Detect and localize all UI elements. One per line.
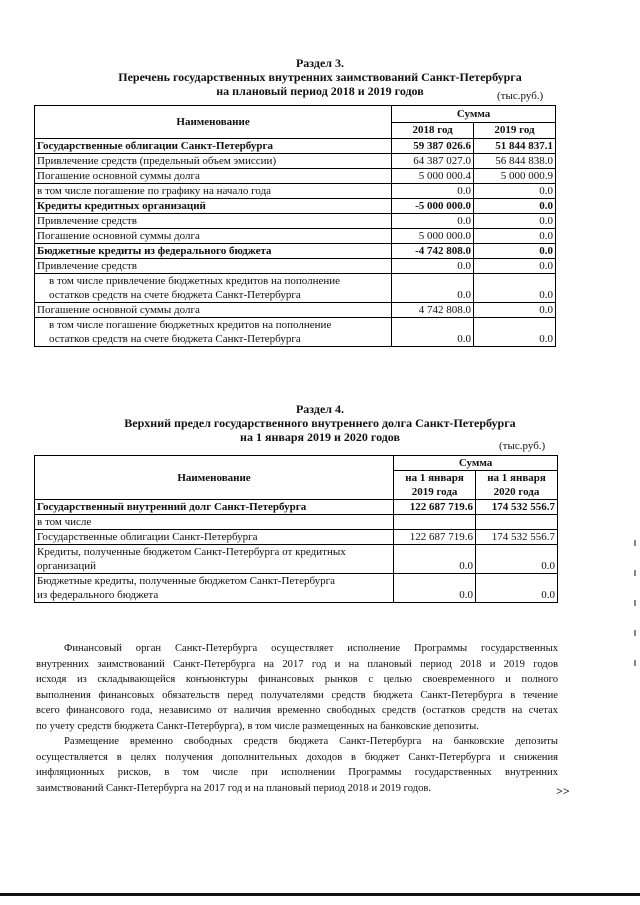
row-value-2019: 0.0: [474, 229, 556, 244]
row-name: Государственный внутренний долг Санкт-Петербурга: [35, 500, 394, 515]
table-row: [35, 259, 556, 274]
row-value-2020: 0.0: [476, 545, 558, 574]
continue-mark: >>: [556, 784, 570, 798]
col-header-2019: [394, 471, 476, 500]
row-value-2020: [476, 515, 558, 530]
table-row: [35, 530, 558, 545]
row-value-2018: 5 000 000.0: [392, 229, 474, 244]
paragraph-1: [36, 641, 558, 734]
row-value-2019: 56 844 838.0: [474, 154, 556, 169]
row-value-2018: 4 742 808.0: [392, 303, 474, 318]
table-row: [35, 199, 556, 214]
paragraph-line: Финансовый орган Санкт-Петербурга осуществляет исполнение Программы государственных: [64, 643, 558, 654]
table-row: [35, 244, 556, 259]
row-value-2019: 0.0: [394, 545, 476, 574]
col-header-2019-line1: на 1 января: [405, 472, 464, 484]
row-name: Погашение основной суммы долга: [35, 303, 392, 318]
paragraph-2: [36, 734, 558, 796]
row-value-2019: 5 000 000.9: [474, 169, 556, 184]
table-row: [35, 515, 558, 530]
row-name-line1: в том числе привлечение бюджетных кредитов на пополнение: [49, 275, 341, 287]
section3-unit: (тыс.руб.): [497, 90, 544, 102]
paragraph-line: заимствований Санкт-Петербурга на 2017 год и на плановый период 2018 и 2019 годов.: [36, 782, 432, 794]
row-name: [35, 545, 394, 574]
scan-bottom-edge: [0, 893, 640, 896]
row-value-2018: 0.0: [392, 318, 474, 347]
row-value-2019: 0.0: [474, 318, 556, 347]
table-row: [35, 274, 556, 303]
section3-title-line1: Перечень государственных внутренних заимствований Санкт-Петербурга: [118, 70, 522, 84]
row-value-2018: 64 387 027.0: [392, 154, 474, 169]
row-name: [35, 574, 394, 603]
col-header-name: Наименование: [35, 106, 392, 139]
row-value-2019: 0.0: [474, 303, 556, 318]
section4-table: [34, 455, 558, 603]
row-name: [35, 274, 392, 303]
row-name-line2: из федерального бюджета: [37, 589, 159, 601]
section4-heading: Раздел 4.: [295, 402, 345, 416]
row-value-2019: 0.0: [474, 274, 556, 303]
row-name: в том числе погашение по графику на начало года: [35, 184, 392, 199]
row-name: Кредиты кредитных организаций: [35, 199, 392, 214]
row-value-2019: 0.0: [474, 259, 556, 274]
row-value-2018: 0.0: [392, 259, 474, 274]
section4-title-line2: на 1 января 2019 и 2020 годов: [240, 430, 400, 444]
row-value-2019: 0.0: [474, 199, 556, 214]
paragraph-line: внутренних заимствований Санкт-Петербурга на 2017 год и на плановый период 2018 и 2019 годов: [36, 658, 558, 670]
row-name: Государственные облигации Санкт-Петербурга: [35, 530, 394, 545]
col-header-2020-line1: на 1 января: [487, 472, 546, 484]
row-name-line1: Бюджетные кредиты, полученные бюджетом Санкт-Петербурга: [37, 575, 336, 587]
paragraph-line: исходя из складывающейся конъюнктуры финансовых рынков с целью своевременного и полного: [36, 674, 558, 685]
section3-table: [34, 105, 556, 347]
col-header-2020-line2: 2020 года: [493, 486, 540, 498]
col-header-2019-line2: 2019 года: [411, 486, 458, 498]
row-value-2020: 174 532 556.7: [476, 530, 558, 545]
section4-title-line1: Верхний предел государственного внутреннего долга Санкт-Петербурга: [124, 416, 516, 430]
table-row: [35, 154, 556, 169]
table-row: [35, 545, 558, 574]
row-value-2018: 5 000 000.4: [392, 169, 474, 184]
paragraph-line: осуществляется в целях получения дополнительных доходов в бюджет Санкт-Петербурга и снижения: [36, 751, 558, 763]
row-name-line2: остатков средств на счете бюджета Санкт-Петербурга: [49, 289, 301, 301]
table-row: [35, 500, 558, 515]
col-header-sum: Сумма: [394, 456, 558, 471]
row-name: Государственные облигации Санкт-Петербурга: [35, 139, 392, 154]
paragraph-line: по учету средств бюджета Санкт-Петербурга), в том числе размещенных на банковские депозиты.: [36, 720, 479, 732]
row-name: Погашение основной суммы долга: [35, 169, 392, 184]
table-row: [35, 169, 556, 184]
row-value-2019: 0.0: [474, 214, 556, 229]
paragraph-line: Размещение временно свободных средств бюджета Санкт-Петербурга на банковские депозиты: [64, 736, 558, 747]
row-value-2019: [394, 515, 476, 530]
row-value-2019: 51 844 837.1: [474, 139, 556, 154]
col-header-2019: 2019 год: [474, 122, 556, 139]
table-row: [35, 303, 556, 318]
row-name: [35, 318, 392, 347]
section3-title-line2: на плановый период 2018 и 2019 годов: [216, 84, 424, 98]
paragraph-line: всего финансового года, независимо от наличия временно свободных средств (остатков средств на счетах: [36, 705, 558, 716]
row-value-2020: 0.0: [476, 574, 558, 603]
paragraph-line: выполнения финансовых обязательств перед получателями средств бюджета Санкт-Петербурга в течение: [36, 689, 558, 701]
row-name-line1: Кредиты, полученные бюджетом Санкт-Петербурга от кредитных: [37, 546, 346, 558]
section3-heading: Раздел 3.: [295, 56, 345, 70]
section4-unit: (тыс.руб.): [499, 440, 546, 452]
row-value-2018: 0.0: [392, 274, 474, 303]
row-value-2018: 0.0: [392, 214, 474, 229]
table-row: [35, 184, 556, 199]
col-header-sum: Сумма: [392, 106, 556, 123]
paragraph-line: инфляционных рисков, в том числе при исполнении Программы государственных внутренних: [36, 767, 558, 778]
row-value-2019: 122 687 719.6: [394, 500, 476, 515]
row-value-2019: 122 687 719.6: [394, 530, 476, 545]
row-value-2019: 0.0: [394, 574, 476, 603]
row-value-2020: 174 532 556.7: [476, 500, 558, 515]
row-value-2018: -4 742 808.0: [392, 244, 474, 259]
row-name: Привлечение средств: [35, 214, 392, 229]
row-value-2018: 59 387 026.6: [392, 139, 474, 154]
row-name-line2: организаций: [37, 560, 97, 572]
row-value-2019: 0.0: [474, 184, 556, 199]
row-value-2019: 0.0: [474, 244, 556, 259]
table-row: [35, 214, 556, 229]
row-value-2018: 0.0: [392, 184, 474, 199]
scan-edge-marks: [634, 540, 636, 690]
row-value-2018: -5 000 000.0: [392, 199, 474, 214]
table-row: [35, 574, 558, 603]
row-name: в том числе: [35, 515, 394, 530]
col-header-2020: [476, 471, 558, 500]
table-row: [35, 229, 556, 244]
row-name: Привлечение средств (предельный объем эмиссии): [35, 154, 392, 169]
row-name-line1: в том числе погашение бюджетных кредитов на пополнение: [49, 319, 332, 331]
table-row: [35, 318, 556, 347]
table-row: [35, 139, 556, 154]
col-header-name: Наименование: [35, 456, 394, 500]
row-name-line2: остатков средств на счете бюджета Санкт-Петербурга: [49, 333, 301, 345]
col-header-2018: 2018 год: [392, 122, 474, 139]
row-name: Погашение основной суммы долга: [35, 229, 392, 244]
row-name: Бюджетные кредиты из федерального бюджета: [35, 244, 392, 259]
row-name: Привлечение средств: [35, 259, 392, 274]
